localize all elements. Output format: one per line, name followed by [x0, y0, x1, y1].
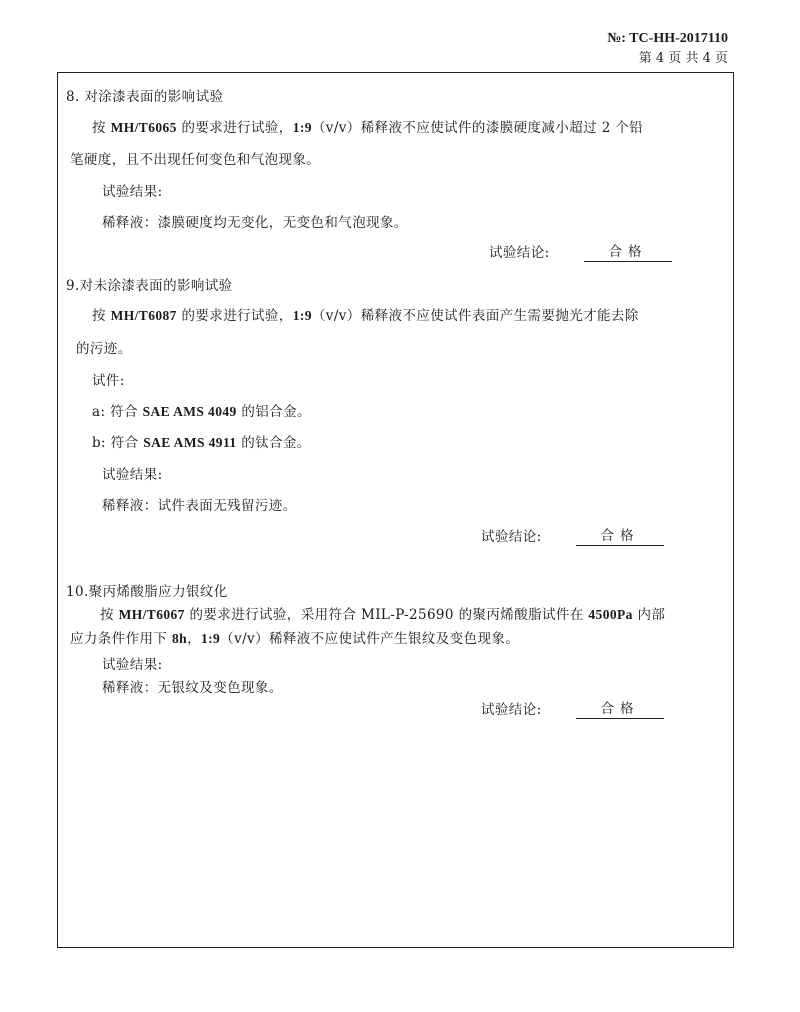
- section-8-title: 8. 对涂漆表面的影响试验: [66, 89, 224, 105]
- section-10-conclusion-label: 试验结论:: [481, 702, 542, 718]
- dilution-ratio: 1:9: [200, 631, 221, 646]
- standard-code: MH/T6087: [110, 308, 177, 323]
- dilution-ratio: 1:9: [292, 120, 312, 135]
- section-9-requirement-line2: 的污迹。: [76, 341, 132, 357]
- section-8-requirement-line1: 按 MH/T6065 的要求进行试验，1:9（v/v）稀释液不应使试件的漆膜硬度减小超过 2 个铅: [92, 120, 644, 136]
- page-indicator: 第 4 页 共 4 页: [638, 51, 728, 66]
- material-spec: SAE AMS 4049: [142, 404, 237, 419]
- section-8-conclusion-value: 合格: [584, 243, 672, 262]
- standard-code: MH/T6067: [118, 607, 185, 622]
- section-8-requirement-line2: 笔硬度，且不出现任何变色和气泡现象。: [70, 152, 321, 168]
- material-spec: SAE AMS 4911: [143, 435, 237, 450]
- section-10-result-text: 稀释液：无银纹及变色现象。: [102, 680, 283, 696]
- section-9-specimen-b: b: 符合 SAE AMS 4911 的钛合金。: [92, 435, 311, 451]
- section-10-requirement-line1: 按 MH/T6067 的要求进行试验，采用符合 MIL-P-25690 的聚丙烯酸脂试件在 4500Pa 内部: [100, 607, 666, 623]
- section-10-requirement-line2: 应力条件作用下 8h，1:9（v/v）稀释液不应使试件产生银纹及变色现象。: [70, 631, 520, 647]
- section-8-conclusion-label: 试验结论:: [489, 245, 550, 261]
- section-9-requirement-line1: 按 MH/T6087 的要求进行试验，1:9（v/v）稀释液不应使试件表面产生需要抛光才能去除: [92, 308, 639, 324]
- standard-code: MH/T6065: [110, 120, 177, 135]
- section-9-conclusion-label: 试验结论:: [481, 529, 542, 545]
- section-10-conclusion-value: 合格: [576, 700, 664, 719]
- section-8-result-text: 稀释液：漆膜硬度均无变化，无变色和气泡现象。: [102, 215, 408, 231]
- dilution-ratio: 1:9: [292, 308, 312, 323]
- section-9-result-label: 试验结果:: [102, 467, 163, 483]
- section-8-result-label: 试验结果:: [102, 184, 163, 200]
- duration-value: 8h: [172, 631, 188, 646]
- section-10-title: 10.聚丙烯酸脂应力银纹化: [66, 584, 228, 600]
- section-9-conclusion-value: 合格: [576, 527, 664, 546]
- stress-value: 4500Pa: [588, 607, 633, 622]
- section-9-result-text: 稀释液：试件表面无残留污迹。: [102, 498, 297, 514]
- section-10-result-label: 试验结果:: [102, 657, 163, 673]
- section-9-specimen-a: a: 符合 SAE AMS 4049 的铝合金。: [92, 404, 311, 420]
- section-9-title: 9.对未涂漆表面的影响试验: [66, 278, 233, 294]
- section-9-specimen-label: 试件:: [92, 373, 125, 389]
- document-number: №: TC-HH-2017110: [607, 31, 728, 46]
